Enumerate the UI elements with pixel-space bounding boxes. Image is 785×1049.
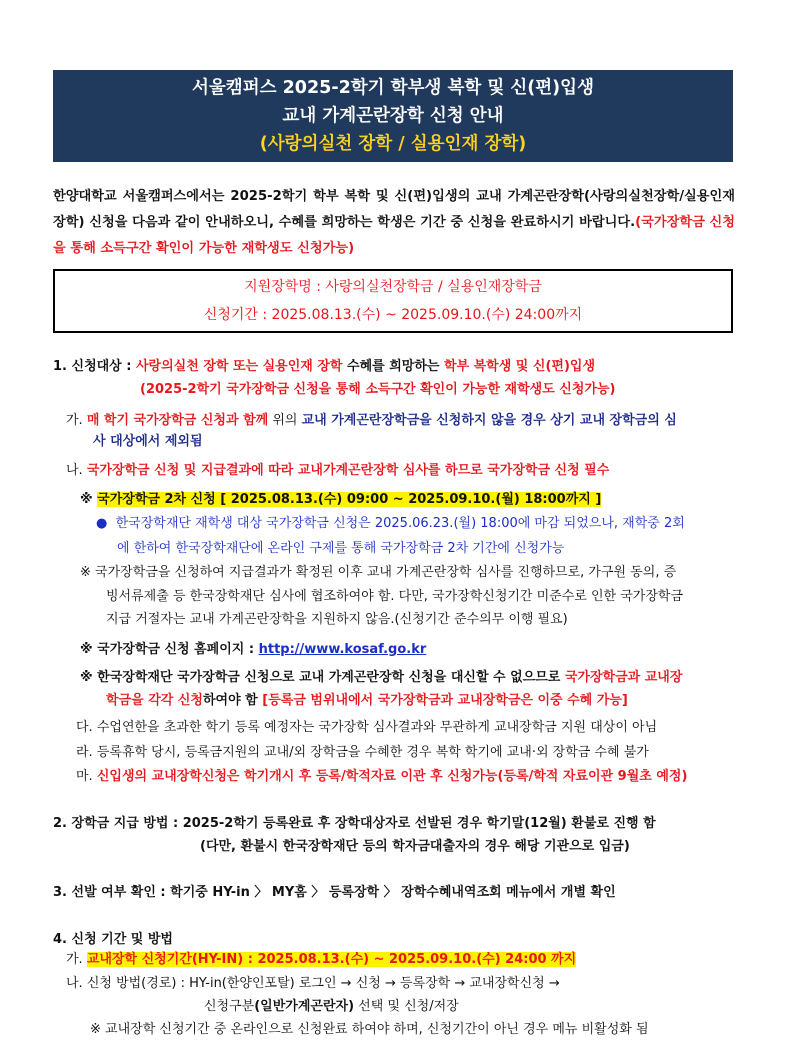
banner-title-line2: 교내 가계곤란장학 신청 안내 [282,106,504,126]
national-scholarship-note-l2: 빙서류제출 등 한국장학재단 심사에 협조하여야 함. 다만, 국가장학신청기간 미준수로 인한 국가장학금 [106,589,684,604]
duplicate-warning-l1: ※ 한국장학재단 국가장학금 신청으로 교내 가계곤란장학 신청을 대신할 수 없으므로 국가장학금과 교내장 [80,670,683,685]
bullet-line2: 에 한하여 한국장학재단에 온라인 구제를 통해 국가장학금 2차 기간에 신청가능 [117,541,565,556]
kosaf-link[interactable]: http://www.kosaf.go.kr [258,642,427,657]
intro-text: 한양대학교 서울캠퍼스에서는 2025-2학기 학부 복학 및 신(편)입생의 교내 가계곤란장학(사랑의실천장학/실용인재 장학) 신청을 다음과 같이 안내하오니, 수혜를 희망하는 학생은 기간 중 신청을 완료하시기 바랍니다. [53,189,735,230]
national-scholarship-note-l3: 지급 거절자는 교내 가계곤란장학을 지원하지 않음.(신청기간 준수의무 이행 필요) [106,612,568,627]
section4-item-na-l2: 신청구분(일반가계곤란자) 선택 및 신청/저장 [204,999,459,1014]
section4-item-ga: 가. 교내장학 신청기간(HY-IN) : 2025.08.13.(수) ~ 2025.09.10.(수) 24:00 까지 [66,952,577,967]
second-round-notice: ※ 국가장학금 2차 신청 [ 2025.08.13.(수) 09:00 ~ 2025.09.10.(월) 18:00까지 ] [80,492,602,507]
duplicate-warning-l2: 학금을 각각 신청하여야 함 [등록금 범위내에서 국가장학금과 교내장학금은 이중 수혜 가능] [106,693,628,708]
section1-item-ga-cont: 사 대상에서 제외됨 [93,434,203,449]
bullet-dot: ● [96,516,108,531]
section1-heading: 1. 신청대상 : 사랑의실천 장학 또는 실용인재 장학 수혜를 희망하는 학부 복학생 및 신(편)입생 [53,359,596,374]
section4-item-na-l1: 나. 신청 방법(경로) : HY-in(한양인포탈) 로그인 → 신청 → 등록장학 → 교내장학신청 → [66,976,560,991]
intro-paragraph [53,184,735,262]
banner-subtitle: (사랑의실천 장학 / 실용인재 장학) [259,134,527,154]
title-banner [53,70,733,162]
section3-heading: 3. 선발 여부 확인 : 학기중 HY-in 〉 MY홈 〉 등록장학 〉 장학수혜내역조회 메뉴에서 개별 확인 [53,885,616,900]
bullet-line1: ● 한국장학재단 재학생 대상 국가장학금 신청은 2025.06.23.(월) 18:00에 마감 되었으나, 재학중 2회 [96,516,685,531]
section1-item-ra: 라. 등록휴학 당시, 등록금지원의 교내/외 장학금을 수혜한 경우 복학 학기에 교내·외 장학금 수혜 불가 [76,745,649,760]
section1-item-na: 나. 국가장학금 신청 및 지급결과에 따라 교내가계곤란장학 심사를 하므로 국가장학금 신청 필수 [66,463,610,478]
intro-note: (국가장학금 신청을 통해 소득구간 확인이 가능한 재학생도 신청가능) [53,215,736,256]
section1-item-da: 다. 수업연한을 초과한 학기 등록 예정자는 국가장학 심사결과와 무관하게 교내장학금 지원 대상이 아님 [76,720,658,735]
section1-item-ma: 마. 신입생의 교내장학신청은 학기개시 후 등록/학적자료 이관 후 신청가능(등록/학적 자료이관 9월초 예정) [76,769,688,784]
national-scholarship-note-l1: ※ 국가장학금을 신청하여 지급결과가 확정된 이후 교내 가계곤란장학 심사를 진행하므로, 가구원 동의, 증 [80,565,677,580]
scholarship-summary-box [53,269,733,333]
section2-note: (다만, 환불시 한국장학재단 등의 학자금대출자의 경우 해당 기관으로 입금) [200,839,630,854]
section4-note: ※ 교내장학 신청기간 중 온라인으로 신청완료 하여야 하며, 신청기간이 아닌 경우 메뉴 비활성화 됨 [90,1022,649,1037]
scholarship-name: 지원장학명 : 사랑의실천장학금 / 실용인재장학금 [244,279,542,295]
section2-heading: 2. 장학금 지급 방법 : 2025-2학기 등록완료 후 장학대상자로 선발된 경우 학기말(12월) 환불로 진행 함 [53,816,656,831]
section1-item-ga: 가. 매 학기 국가장학금 신청과 함께 위의 교내 가계곤란장학금을 신청하지 않을 경우 상기 교내 장학금의 심 [66,413,677,428]
banner-title-line1: 서울캠퍼스 2025-2학기 학부생 복학 및 신(편)입생 [192,78,594,98]
homepage-line: ※ 국가장학금 신청 홈페이지 : http://www.kosaf.go.kr [80,642,427,657]
section1-note: (2025-2학기 국가장학금 신청을 통해 소득구간 확인이 가능한 재학생도 신청가능) [140,382,616,397]
application-period: 신청기간 : 2025.08.13.(수) ~ 2025.09.10.(수) 24:00까지 [203,307,583,323]
section4-heading: 4. 신청 기간 및 방법 [53,932,173,947]
